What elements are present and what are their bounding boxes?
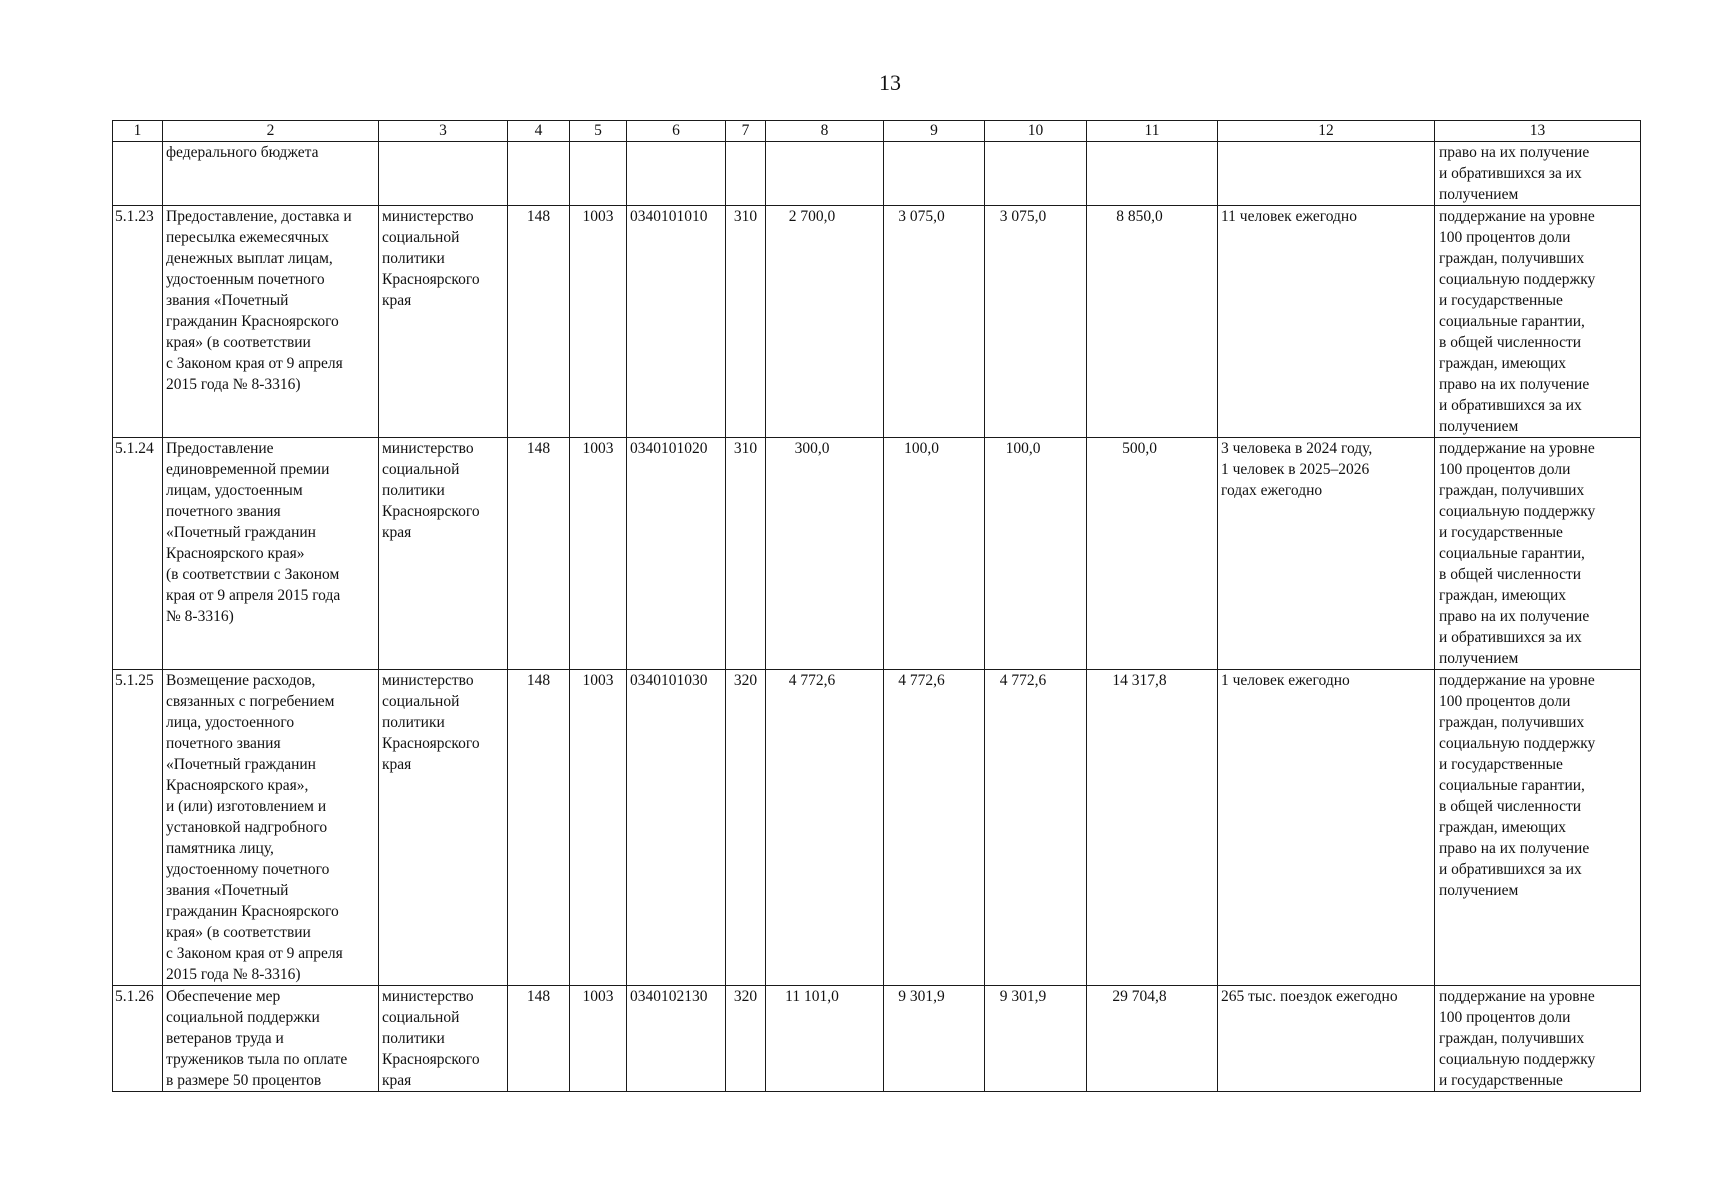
row-index: 5.1.23	[113, 206, 163, 438]
amount-col8: 11 101,0	[766, 986, 884, 1092]
administrator: министерство социальной политики Красноярского края	[379, 670, 508, 986]
page-number: 13	[879, 70, 901, 95]
amount-col9: 3 075,0	[884, 206, 985, 438]
expense-type-code	[726, 142, 766, 206]
amount-col10	[985, 142, 1087, 206]
indicator-description: право на их получение и обратившихся за их получением	[1435, 142, 1641, 206]
indicator-description: поддержание на уровне 100 процентов доли граждан, получивших социальную поддержку и государственные	[1435, 986, 1641, 1092]
row-index: 5.1.24	[113, 438, 163, 670]
amount-col9	[884, 142, 985, 206]
grbs-code: 148	[508, 438, 570, 670]
table-row	[113, 438, 1641, 670]
grbs-code: 148	[508, 986, 570, 1092]
amount-total: 14 317,8	[1087, 670, 1218, 986]
administrator: министерство социальной политики Красноярского края	[379, 986, 508, 1092]
expected-result: 1 человек ежегодно	[1218, 670, 1435, 986]
column-header: 2	[163, 121, 379, 142]
section-code: 1003	[570, 438, 627, 670]
expense-type-code: 310	[726, 206, 766, 438]
budget-table	[112, 120, 1641, 1092]
column-header: 13	[1435, 121, 1641, 142]
column-header: 1	[113, 121, 163, 142]
column-header: 7	[726, 121, 766, 142]
column-header: 9	[884, 121, 985, 142]
amount-total: 29 704,8	[1087, 986, 1218, 1092]
section-code: 1003	[570, 206, 627, 438]
section-code: 1003	[570, 670, 627, 986]
column-header: 11	[1087, 121, 1218, 142]
section-code	[570, 142, 627, 206]
target-article-code: 0340102130	[627, 986, 726, 1092]
indicator-description: поддержание на уровне 100 процентов доли граждан, получивших социальную поддержку и государственные социальные гарантии, в общей численности граждан, имеющих право на их получение и обратившихся за их получением	[1435, 206, 1641, 438]
amount-col10: 4 772,6	[985, 670, 1087, 986]
column-header: 8	[766, 121, 884, 142]
amount-total: 8 850,0	[1087, 206, 1218, 438]
target-article-code: 0340101020	[627, 438, 726, 670]
column-header: 10	[985, 121, 1087, 142]
grbs-code: 148	[508, 206, 570, 438]
target-article-code	[627, 142, 726, 206]
amount-col9: 4 772,6	[884, 670, 985, 986]
administrator: министерство социальной политики Красноярского края	[379, 438, 508, 670]
measure-name: Обеспечение мер социальной поддержки ветеранов труда и тружеников тыла по оплате в размере 50 процентов	[163, 986, 379, 1092]
measure-name: Возмещение расходов, связанных с погребением лица, удостоенного почетного звания «Почетный гражданин Красноярского края», и (или) изготовлением и установкой надгробного памятника лицу, удостоенному почетного звания «Почетный гражданин Красноярского края» (в соответствии с Законом края от 9 апреля 2015 года № 8-3316)	[163, 670, 379, 986]
amount-col8: 4 772,6	[766, 670, 884, 986]
expense-type-code: 310	[726, 438, 766, 670]
amount-col10: 9 301,9	[985, 986, 1087, 1092]
amount-col8	[766, 142, 884, 206]
measure-name: Предоставление единовременной премии лицам, удостоенным почетного звания «Почетный гражданин Красноярского края» (в соответствии с Законом края от 9 апреля 2015 года № 8-3316)	[163, 438, 379, 670]
expense-type-code: 320	[726, 670, 766, 986]
grbs-code: 148	[508, 670, 570, 986]
target-article-code: 0340101030	[627, 670, 726, 986]
header-row	[113, 121, 1641, 142]
expected-result: 3 человека в 2024 году, 1 человек в 2025–2026 годах ежегодно	[1218, 438, 1435, 670]
table-row	[113, 986, 1641, 1092]
expected-result	[1218, 142, 1435, 206]
amount-col9: 100,0	[884, 438, 985, 670]
table-row	[113, 670, 1641, 986]
section-code: 1003	[570, 986, 627, 1092]
column-header: 12	[1218, 121, 1435, 142]
row-index: 5.1.25	[113, 670, 163, 986]
target-article-code: 0340101010	[627, 206, 726, 438]
row-index	[113, 142, 163, 206]
column-header: 3	[379, 121, 508, 142]
administrator: министерство социальной политики Красноярского края	[379, 206, 508, 438]
measure-name: федерального бюджета	[163, 142, 379, 206]
table-row	[113, 142, 1641, 206]
column-header: 6	[627, 121, 726, 142]
amount-col8: 300,0	[766, 438, 884, 670]
column-header: 4	[508, 121, 570, 142]
amount-col9: 9 301,9	[884, 986, 985, 1092]
amount-col10: 3 075,0	[985, 206, 1087, 438]
amount-col10: 100,0	[985, 438, 1087, 670]
indicator-description: поддержание на уровне 100 процентов доли граждан, получивших социальную поддержку и государственные социальные гарантии, в общей численности граждан, имеющих право на их получение и обратившихся за их получением	[1435, 438, 1641, 670]
grbs-code	[508, 142, 570, 206]
measure-name: Предоставление, доставка и пересылка ежемесячных денежных выплат лицам, удостоенным почетного звания «Почетный гражданин Красноярского края» (в соответствии с Законом края от 9 апреля 2015 года № 8-3316)	[163, 206, 379, 438]
table-row	[113, 206, 1641, 438]
expected-result: 265 тыс. поездок ежегодно	[1218, 986, 1435, 1092]
amount-total	[1087, 142, 1218, 206]
column-header: 5	[570, 121, 627, 142]
expense-type-code: 320	[726, 986, 766, 1092]
amount-total: 500,0	[1087, 438, 1218, 670]
row-index: 5.1.26	[113, 986, 163, 1092]
indicator-description: поддержание на уровне 100 процентов доли граждан, получивших социальную поддержку и государственные социальные гарантии, в общей численности граждан, имеющих право на их получение и обратившихся за их получением	[1435, 670, 1641, 986]
expected-result: 11 человек ежегодно	[1218, 206, 1435, 438]
administrator	[379, 142, 508, 206]
amount-col8: 2 700,0	[766, 206, 884, 438]
